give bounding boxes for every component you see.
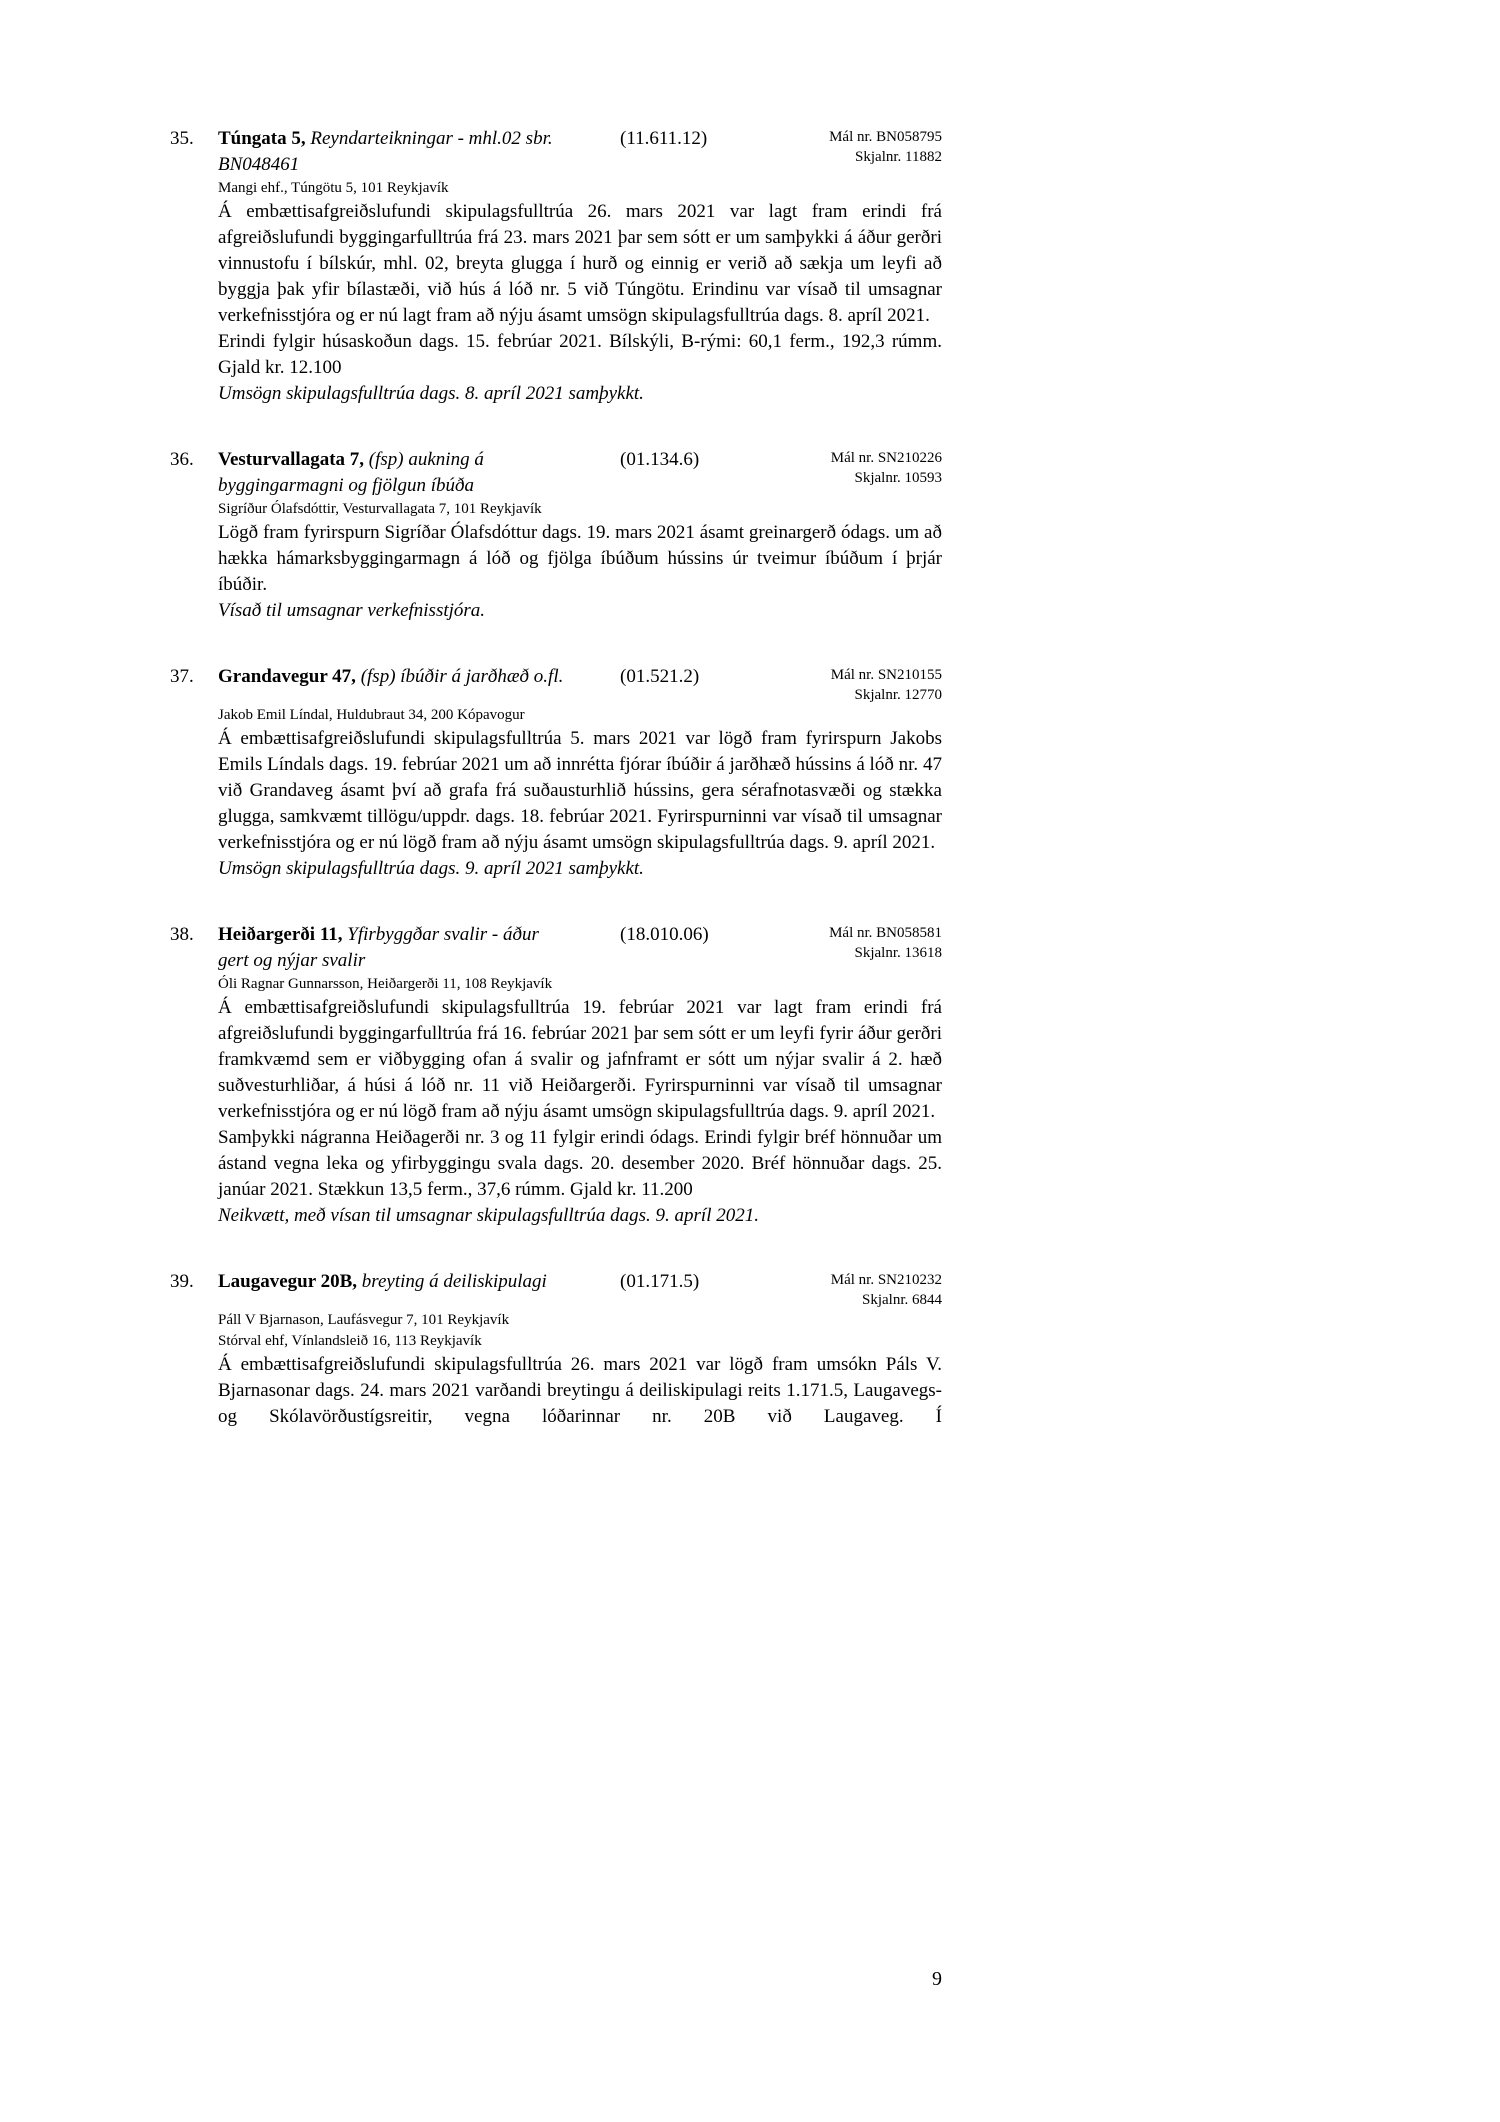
item-subject: (fsp) íbúðir á jarðhæð o.fl. bbox=[360, 666, 564, 687]
item-paragraph: Lögð fram fyrirspurn Sigríðar Ólafsdóttur dags. 19. mars 2021 ásamt greinargerð ódags. um að hækka hámarksbyggingarmagn á lóð og fjölga íbúðum hússins úr tveimur íbúðum í þrjár íbúðir. bbox=[218, 522, 942, 595]
agenda-item-37 bbox=[170, 664, 942, 882]
item-header bbox=[218, 126, 942, 178]
item-main bbox=[218, 1269, 942, 1430]
item-resolution: Umsögn skipulagsfulltrúa dags. 9. apríl 2021 samþykkt. bbox=[218, 858, 644, 879]
item-subject: (fsp) aukning á bbox=[368, 449, 484, 470]
item-address: Grandavegur 47, bbox=[218, 666, 356, 687]
case-number: Mál nr. SN210226 bbox=[830, 450, 942, 466]
item-main bbox=[218, 126, 942, 407]
item-title-line1 bbox=[218, 922, 620, 948]
agenda-item-35 bbox=[170, 126, 942, 407]
item-paragraph: Á embættisafgreiðslufundi skipulagsfulltrúa 26. mars 2021 var lagt fram erindi frá afgreiðslufundi byggingarfulltrúa frá 23. mars 2021 þar sem sótt er um samþykki á áður gerðri vinnustofu í bílskúr, mhl. 02, breyta glugga í hurð og einnig er verið að sækja um leyfi að byggja þak yfir bílastæði, við hús á lóð nr. 5 við Túngötu. Erindinu var vísað til umsagnar verkefnisstjóra og er nú lagt fram að nýju ásamt umsögn skipulagsfulltrúa dags. 8. apríl 2021. bbox=[218, 201, 942, 326]
item-title-line2: gert og nýjar svalir bbox=[218, 950, 366, 971]
item-ref-number: (01.134.6) bbox=[620, 449, 700, 470]
applicant-line: Mangi ehf., Túngötu 5, 101 Reykjavík bbox=[218, 180, 449, 196]
item-title bbox=[218, 447, 620, 499]
document-number: Skjalnr. 12770 bbox=[854, 687, 942, 703]
item-number: 36. bbox=[170, 449, 194, 470]
item-paragraph: Á embættisafgreiðslufundi skipulagsfulltrúa 26. mars 2021 var lögð fram umsókn Páls V. Bjarnasonar dags. 24. mars 2021 varðandi breytingu á deiliskipulagi reits 1.171.5, Laugavegs- og Skólavörðustígsreitir, vegna lóðarinnar nr. 20B við Laugaveg. Í bbox=[218, 1354, 942, 1427]
item-header bbox=[218, 664, 942, 705]
item-header bbox=[218, 1269, 942, 1310]
applicant-line: Stórval ehf, Vínlandsleið 16, 113 Reykjavík bbox=[218, 1333, 482, 1349]
item-ref-number: (01.521.2) bbox=[620, 666, 700, 687]
item-subject: Reyndarteikningar - mhl.02 sbr. bbox=[310, 128, 553, 149]
agenda-item-39 bbox=[170, 1269, 942, 1430]
applicant-line: Jakob Emil Líndal, Huldubraut 34, 200 Kópavogur bbox=[218, 707, 525, 723]
document-number: Skjalnr. 11882 bbox=[855, 149, 942, 165]
agenda-item-36 bbox=[170, 447, 942, 624]
item-title-line1 bbox=[218, 126, 620, 152]
item-paragraph: Samþykki nágranna Heiðagerði nr. 3 og 11 fylgir erindi ódags. Erindi fylgir bréf hönnuðar um ástand vegna leka og yfirbyggingu svala dags. 20. desember 2020. Bréf hönnuðar dags. 25. janúar 2021. Stækkun 13,5 ferm., 37,6 rúmm. Gjald kr. 11.200 bbox=[218, 1127, 942, 1200]
item-title-line2: byggingarmagni og fjölgun íbúða bbox=[218, 475, 474, 496]
item-ref-number: (11.611.12) bbox=[620, 128, 708, 149]
agenda-item-38 bbox=[170, 922, 942, 1229]
item-main bbox=[218, 664, 942, 882]
case-number: Mál nr. BN058581 bbox=[829, 925, 942, 941]
item-title bbox=[218, 126, 620, 178]
item-ref-number: (01.171.5) bbox=[620, 1271, 700, 1292]
item-title-line2: BN048461 bbox=[218, 154, 300, 175]
case-number: Mál nr. BN058795 bbox=[829, 129, 942, 145]
document-number: Skjalnr. 13618 bbox=[854, 945, 942, 961]
case-number: Mál nr. SN210155 bbox=[830, 667, 942, 683]
item-header bbox=[218, 447, 942, 499]
item-ref-number: (18.010.06) bbox=[620, 924, 709, 945]
item-title bbox=[218, 922, 620, 974]
applicant-line: Sigríður Ólafsdóttir, Vesturvallagata 7, 101 Reykjavík bbox=[218, 501, 542, 517]
item-number: 39. bbox=[170, 1271, 194, 1292]
item-address: Túngata 5, bbox=[218, 128, 306, 149]
document-number: Skjalnr. 6844 bbox=[861, 1292, 942, 1308]
item-case-meta bbox=[831, 447, 942, 488]
item-case-meta bbox=[829, 126, 942, 167]
item-title bbox=[218, 1269, 620, 1295]
page-number: 9 bbox=[932, 1968, 942, 1990]
item-paragraph: Á embættisafgreiðslufundi skipulagsfulltrúa 19. febrúar 2021 var lagt fram erindi frá afgreiðslufundi byggingarfulltrúa frá 16. febrúar 2021 þar sem sótt er um leyfi fyrir áður gerðri framkvæmd sem er viðbygging ofan á svalir og jafnframt er sótt um nýjar svalir á 2. hæð suðvesturhliðar, á húsi á lóð nr. 11 við Heiðargerði. Fyrirspurninni var vísað til umsagnar verkefnisstjóra og er nú lögð fram að nýju ásamt umsögn skipulagsfulltrúa dags. 9. apríl 2021. bbox=[218, 997, 942, 1122]
applicant-line: Páll V Bjarnason, Laufásvegur 7, 101 Reykjavík bbox=[218, 1312, 510, 1328]
applicant-line: Óli Ragnar Gunnarsson, Heiðargerði 11, 108 Reykjavík bbox=[218, 976, 553, 992]
item-title-line1 bbox=[218, 447, 620, 473]
item-main bbox=[218, 922, 942, 1229]
item-paragraph: Erindi fylgir húsaskoðun dags. 15. febrúar 2021. Bílskýli, B-rými: 60,1 ferm., 192,3 rúmm. Gjald kr. 12.100 bbox=[218, 331, 942, 378]
item-title-line1 bbox=[218, 664, 620, 690]
item-subject: breyting á deiliskipulagi bbox=[361, 1271, 547, 1292]
item-address: Heiðargerði 11, bbox=[218, 924, 343, 945]
item-paragraph: Á embættisafgreiðslufundi skipulagsfulltrúa 5. mars 2021 var lögð fram fyrirspurn Jakobs Emils Líndals dags. 19. febrúar 2021 um að innrétta fjórar íbúðir á jarðhæð hússins á lóð nr. 47 við Grandaveg ásamt því að grafa frá suðausturhlið hússins, gera sérafnotasvæði og stækka glugga, samkvæmt tillögu/uppdr. dags. 18. febrúar 2021. Fyrirspurninni var vísað til umsagnar verkefnisstjóra og er nú lögð fram að nýju ásamt umsögn skipulagsfulltrúa dags. 9. apríl 2021. bbox=[218, 728, 942, 853]
item-resolution: Vísað til umsagnar verkefnisstjóra. bbox=[218, 600, 486, 621]
item-title-line1 bbox=[218, 1269, 620, 1295]
item-address: Laugavegur 20B, bbox=[218, 1271, 358, 1292]
item-title bbox=[218, 664, 620, 690]
item-subject: Yfirbyggðar svalir - áður bbox=[347, 924, 539, 945]
item-resolution: Neikvætt, með vísan til umsagnar skipulagsfulltrúa dags. 9. apríl 2021. bbox=[218, 1205, 759, 1226]
item-address: Vesturvallagata 7, bbox=[218, 449, 365, 470]
item-main bbox=[218, 447, 942, 624]
page-content bbox=[170, 126, 942, 1430]
item-case-meta bbox=[831, 1269, 942, 1310]
item-resolution: Umsögn skipulagsfulltrúa dags. 8. apríl 2021 samþykkt. bbox=[218, 383, 644, 404]
item-number: 35. bbox=[170, 128, 194, 149]
item-number: 38. bbox=[170, 924, 194, 945]
case-number: Mál nr. SN210232 bbox=[830, 1272, 942, 1288]
document-number: Skjalnr. 10593 bbox=[854, 470, 942, 486]
item-number: 37. bbox=[170, 666, 194, 687]
item-case-meta bbox=[829, 922, 942, 963]
item-case-meta bbox=[831, 664, 942, 705]
item-header bbox=[218, 922, 942, 974]
